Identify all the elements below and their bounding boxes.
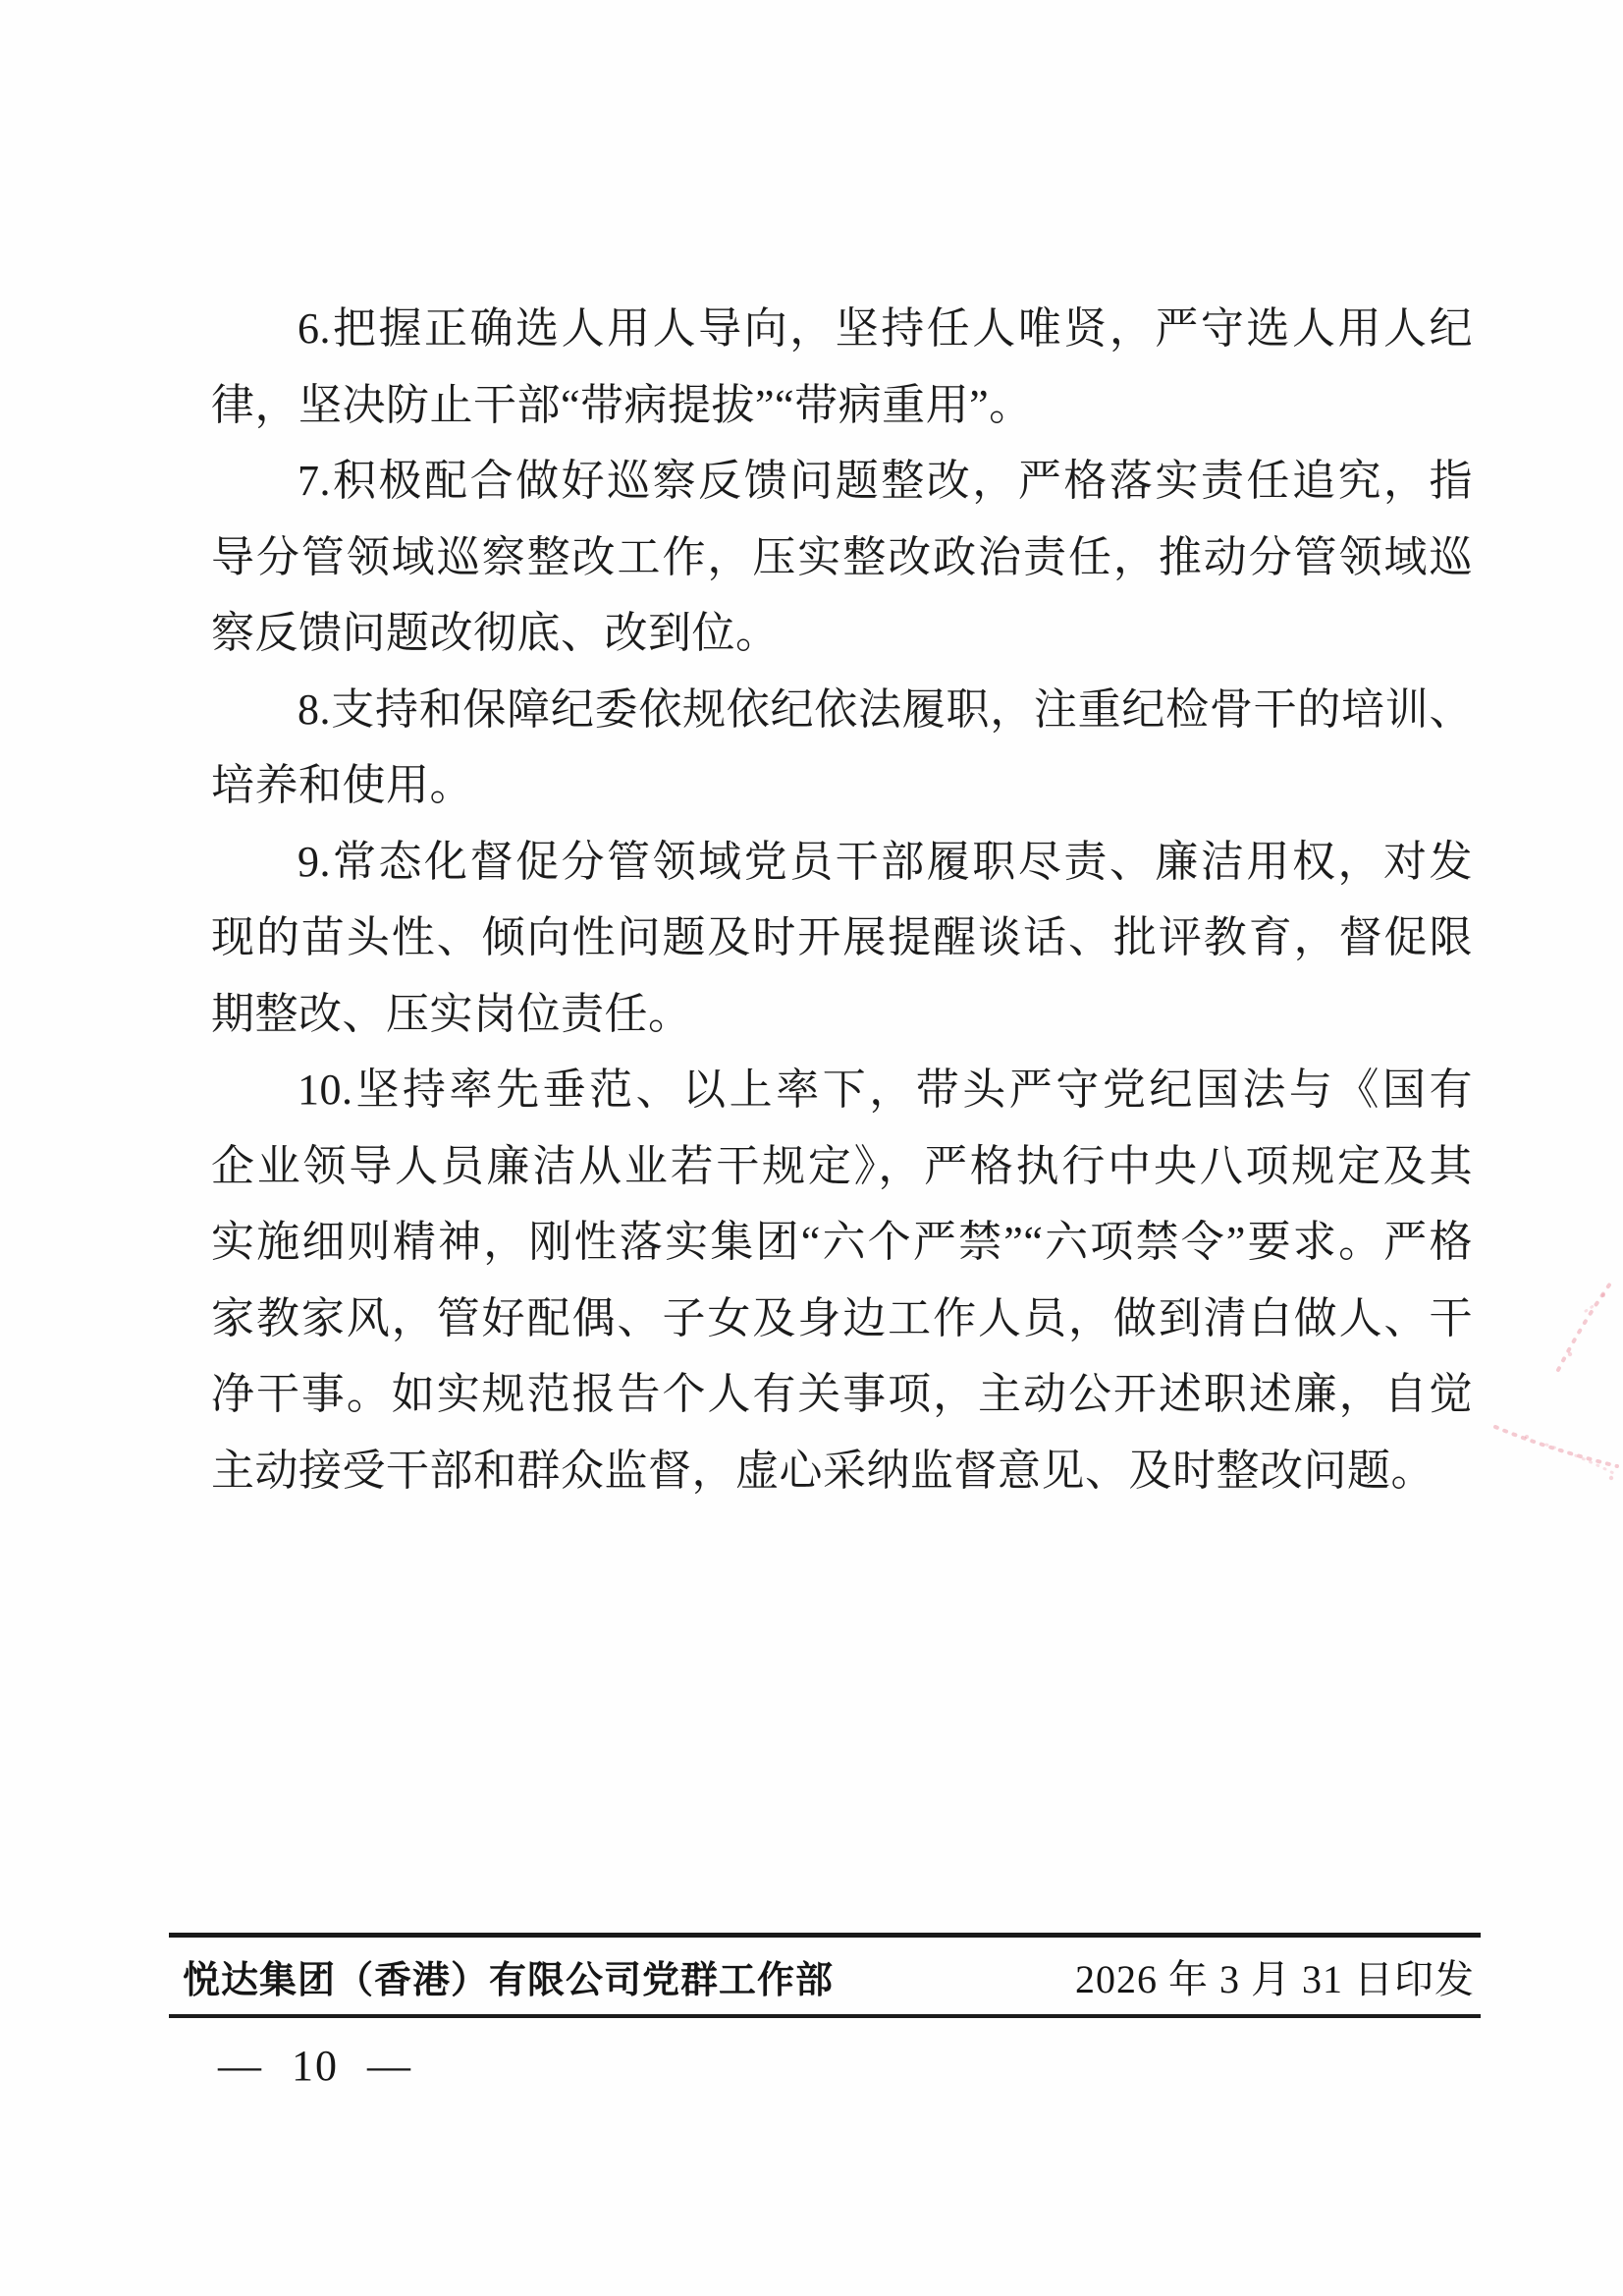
text-line: 8.支持和保障纪委依规依纪依法履职，注重纪检骨干的培训、 [298, 684, 1473, 734]
footer-bottom-rule [169, 2014, 1481, 2018]
text-line: 家教家风，管好配偶、子女及身边工作人员，做到清白做人、干 [211, 1293, 1473, 1342]
text-line: 期整改、压实岗位责任。 [211, 989, 692, 1038]
footer-top-rule [169, 1933, 1481, 1938]
text-line: 7.积极配合做好巡察反馈问题整改，严格落实责任追究，指 [298, 457, 1473, 505]
text-line: 培养和使用。 [211, 761, 473, 809]
text-line: 律，坚决防止干部“带病提拔”“带病重用”。 [211, 380, 1033, 429]
text-line: 察反馈问题改彻底、改到位。 [211, 609, 780, 657]
text-line: 6.把握正确选人用人导向，坚持任人唯贤，严守选人用人纪 [298, 304, 1473, 353]
footer-print-date: 2026 年 3 月 31 日印发 [1075, 1956, 1475, 2001]
text-line: 主动接受干部和群众监督，虚心采纳监督意见、及时整改问题。 [211, 1446, 1434, 1495]
footer-issuer: 悦达集团（香港）有限公司党群工作部 [183, 1959, 835, 2001]
text-line: 实施细则精神，刚性落实集团“六个严禁”“六项禁令”要求。严格 [211, 1218, 1473, 1266]
footer-imprint-row [169, 1947, 1481, 2004]
page-number: — 10 — [218, 2042, 412, 2090]
text-line: 9.常态化督促分管领域党员干部履职尽责、廉洁用权，对发 [298, 837, 1473, 886]
text-line: 10.坚持率先垂范、以上率下，带头严守党纪国法与《国有 [298, 1066, 1473, 1114]
red-seal-bleed-mark [1488, 1252, 1623, 1488]
text-line: 净干事。如实规范报告个人有关事项，主动公开述职述廉，自觉 [211, 1370, 1473, 1418]
text-line: 企业领导人员廉洁从业若干规定》，严格执行中央八项规定及其 [211, 1141, 1473, 1190]
document-body [211, 291, 1473, 1508]
text-line: 现的苗头性、倾向性问题及时开展提醒谈话、批评教育，督促限 [211, 913, 1473, 961]
text-line: 导分管领域巡察整改工作，压实整改政治责任，推动分管领域巡 [211, 532, 1473, 581]
